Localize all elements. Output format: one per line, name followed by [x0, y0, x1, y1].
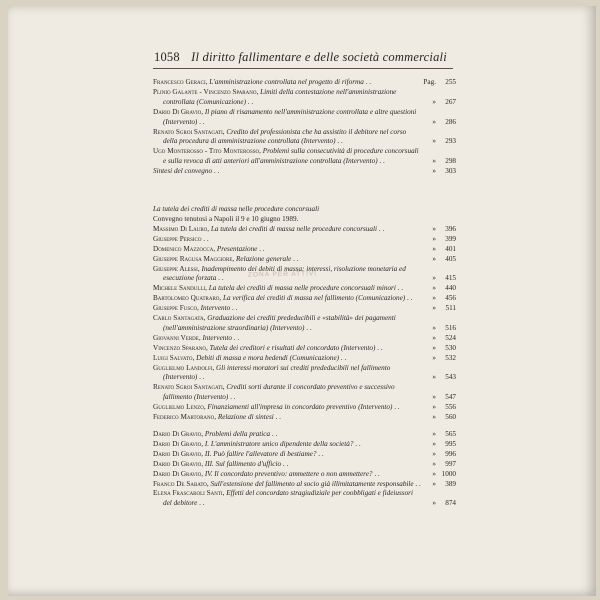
- faint-stamp: ZONA PER ATTIVI: [247, 270, 318, 279]
- toc-page-number: 530: [445, 343, 456, 352]
- spacer: [153, 177, 456, 205]
- toc-title: Inadempimento dei debiti di massa: interessi, risoluzione monetaria ed esecuzione forzata: [163, 264, 406, 283]
- toc-title: Problemi sulla consecutività di procedure concorsuali e sulla revoca di atti anteriori all'amministrazione controllata (Intervento): [163, 147, 419, 166]
- toc-entry: [153, 235, 456, 245]
- toc-entry: [153, 364, 456, 384]
- dot-leader: . .: [270, 430, 278, 438]
- page-marker: Pag.: [423, 78, 436, 86]
- dot-leader: . .: [339, 353, 347, 362]
- page-marker: »: [432, 284, 436, 293]
- toc-author: Francesco Geraci,: [153, 78, 208, 86]
- toc-title: Crediti sorti durante il concordato preventivo e successivo fallimento (Intervento): [163, 383, 395, 402]
- toc-author: Plinio Galante - Vincenzo Sparano,: [153, 87, 259, 96]
- dot-leader: . .: [304, 323, 312, 332]
- toc-entry: [153, 147, 456, 167]
- toc-author: Renato Sgroi Santagati,: [153, 127, 225, 136]
- toc-entry-text: [153, 413, 422, 423]
- toc-entry: [153, 440, 456, 450]
- dot-leader: . .: [335, 137, 343, 146]
- page-marker: »: [432, 244, 436, 253]
- dot-leader: . .: [197, 373, 205, 382]
- toc-entry-text: [153, 344, 422, 354]
- toc-entry-text: [153, 470, 422, 480]
- toc-entry: [153, 460, 456, 470]
- page-number: 1058: [154, 50, 180, 64]
- toc-entry-text: [153, 430, 422, 440]
- toc-entry-text: [153, 334, 422, 344]
- page-marker: »: [432, 343, 436, 352]
- toc-title: Credito del professionista che ha assistito il debitore nel corso della procedura di amministrazione controllata (Intervento): [163, 127, 407, 146]
- toc-entry-text: [153, 108, 422, 128]
- toc-author: Carlo Santagata,: [153, 314, 206, 323]
- dot-leader: . .: [353, 439, 361, 448]
- toc-entry: [153, 413, 456, 423]
- toc-entry: [153, 78, 456, 88]
- toc-title: III. Sul fallimento d'ufficio: [204, 459, 282, 468]
- page-marker: »: [432, 430, 436, 438]
- toc-page-number: 298: [445, 157, 456, 166]
- toc-entry: [153, 304, 456, 314]
- page-marker: »: [432, 469, 436, 478]
- toc-author: Luigi Salvato,: [153, 353, 195, 362]
- toc-page-number: 997: [445, 459, 456, 468]
- toc-entry-text: [153, 128, 422, 148]
- toc-author: Ugo Monterosso - Tito Monterosso,: [153, 147, 261, 156]
- spacer: [153, 423, 456, 430]
- dot-leader: . .: [363, 78, 371, 86]
- toc-page-number: 396: [445, 224, 456, 233]
- toc-page-number: 456: [445, 294, 456, 303]
- toc-author: Franco De Sabato,: [153, 479, 209, 488]
- page-marker: »: [432, 117, 436, 126]
- toc-entry: [153, 167, 456, 177]
- dot-leader: . .: [197, 499, 205, 508]
- dot-leader: . .: [245, 97, 254, 106]
- page-marker: »: [432, 479, 436, 488]
- table-of-contents: [153, 78, 456, 509]
- dot-leader: . .: [375, 343, 383, 352]
- toc-entry: [153, 245, 456, 255]
- toc-entry-text: [153, 383, 422, 403]
- toc-entry: [153, 383, 456, 403]
- toc-page-number: 303: [445, 167, 456, 176]
- toc-entry-text: [153, 265, 422, 285]
- page-marker: »: [432, 97, 436, 106]
- toc-entry-text: [153, 450, 422, 460]
- toc-entry-text: [153, 88, 422, 108]
- toc-author: Bartolomeo Quatraro,: [153, 294, 222, 303]
- toc-title: Graduazione dei crediti prededucibili e «stabilità» dei pagamenti (nell'amministrazione straordinaria) (Intervento): [163, 314, 396, 332]
- toc-page-number: 255: [445, 78, 456, 86]
- toc-page-number: 556: [445, 403, 456, 412]
- toc-entry: [153, 225, 456, 235]
- toc-page-number: 267: [445, 97, 456, 106]
- dot-leader: . .: [405, 294, 413, 303]
- toc-author: Giuseppe Persico: [153, 234, 202, 243]
- dot-leader: . .: [372, 469, 380, 478]
- toc-title: Intervento: [202, 333, 232, 342]
- toc-author: Dario Di Gravio,: [153, 449, 204, 458]
- toc-title: II. Può fallire l'allevatore di bestiame?: [204, 449, 317, 458]
- toc-entry-text: [153, 460, 422, 470]
- toc-title: Relazione di sintesi: [217, 413, 274, 422]
- toc-page-number: 560: [445, 413, 456, 422]
- toc-author: Giuseppe Fusco,: [153, 304, 199, 313]
- page-header: [154, 50, 454, 65]
- dot-leader: . .: [216, 274, 224, 283]
- page-marker: »: [432, 353, 436, 362]
- toc-page-number: 401: [445, 244, 456, 253]
- book-page: [8, 6, 596, 596]
- toc-entry-text: [153, 304, 422, 314]
- toc-entry-text: [153, 364, 422, 384]
- toc-entry: [153, 403, 456, 413]
- toc-title: Intervento: [200, 304, 231, 313]
- toc-page-number: 995: [445, 439, 456, 448]
- page-marker: »: [432, 373, 436, 382]
- toc-author: Dario Di Gravio,: [153, 430, 204, 438]
- toc-page-number: 399: [445, 234, 456, 243]
- page-marker: »: [432, 403, 436, 412]
- toc-entry: [153, 88, 456, 108]
- toc-page-number: 293: [445, 137, 456, 146]
- page-marker: »: [432, 234, 436, 243]
- dot-leader: . .: [281, 459, 289, 468]
- page-marker: »: [432, 459, 436, 468]
- toc-author: Guglielmo Lenzo,: [153, 403, 206, 412]
- dot-leader: . .: [316, 449, 324, 458]
- toc-title: Relazione generale: [236, 254, 292, 263]
- toc-entry-text: [153, 225, 422, 235]
- toc-page-number: 874: [445, 499, 456, 508]
- toc-title: La verifica dei crediti di massa nel fallimento (Comunicazione): [223, 294, 406, 303]
- toc-page-number: 996: [445, 449, 456, 458]
- dot-leader: . .: [228, 393, 236, 402]
- running-title: Il diritto fallimentare e delle società commerciali: [191, 50, 447, 64]
- page-marker: »: [432, 323, 436, 332]
- entries-group-3: [153, 430, 456, 509]
- page-marker: »: [432, 294, 436, 303]
- toc-page-number: 415: [445, 274, 456, 283]
- section-title: La tutela dei crediti di massa nelle procedure concorsuali: [153, 205, 320, 214]
- toc-author: Renato Sgroi Santagati,: [153, 383, 225, 392]
- toc-entry-text: [153, 235, 422, 245]
- toc-author: Dario Di Gravio,: [153, 439, 204, 448]
- toc-title: Gli interessi moratori sui crediti prededucibili nel fallimento (Intervento): [163, 363, 391, 382]
- toc-entry: [153, 284, 456, 294]
- toc-entry: [153, 255, 456, 265]
- toc-entry-text: [153, 284, 422, 294]
- toc-entry-text: [153, 245, 422, 255]
- toc-author: Vincenzo Sparano,: [153, 343, 208, 352]
- toc-title: L'amministrazione controllata nel progetto di riforma: [209, 78, 364, 86]
- toc-title: Sintesi del convegno: [153, 167, 213, 176]
- page-marker: »: [432, 254, 436, 263]
- toc-entry: [153, 489, 456, 509]
- entries-group-1: [153, 78, 456, 177]
- toc-author: Guglielmo Landolfi,: [153, 363, 215, 372]
- dot-leader: . .: [197, 117, 205, 126]
- toc-entry: [153, 294, 456, 304]
- toc-author: Dario Di Gravio,: [153, 459, 204, 468]
- toc-author: Giovanni Verde,: [153, 333, 201, 342]
- dot-leader: . .: [273, 413, 281, 422]
- toc-entry-text: [153, 167, 422, 177]
- toc-entry: [153, 108, 456, 128]
- toc-title: Debiti di massa e mora bedendi (Comunicazione): [196, 353, 340, 362]
- dot-leader: . .: [392, 403, 400, 412]
- header-rule: [153, 68, 453, 69]
- toc-entry-text: [153, 147, 422, 167]
- dot-leader: . .: [230, 304, 238, 313]
- dot-leader: . .: [203, 234, 209, 243]
- toc-entry: [153, 265, 456, 285]
- toc-page-number: 389: [445, 479, 456, 488]
- page-marker: »: [432, 167, 436, 176]
- toc-entry: [153, 450, 456, 460]
- toc-entry-text: [153, 480, 422, 490]
- toc-author: Domenico Mazzocca,: [153, 244, 216, 253]
- page-marker: »: [432, 274, 436, 283]
- page-marker: »: [432, 499, 436, 508]
- toc-entry-text: [153, 403, 422, 413]
- toc-author: Federico Martorano,: [153, 413, 217, 422]
- toc-page-number: 516: [445, 323, 456, 332]
- page-marker: »: [432, 224, 436, 233]
- toc-title: La tutela dei crediti di massa nelle procedure concorsuali: [210, 224, 377, 233]
- toc-author: Giuseppe Alessi,: [153, 264, 200, 273]
- toc-page-number: 547: [445, 393, 456, 402]
- toc-title: IV. Il concordato preventivo: ammettere o non ammettere?: [204, 469, 373, 478]
- page-marker: »: [432, 393, 436, 402]
- dot-leader: . .: [395, 284, 404, 293]
- dot-leader: . .: [376, 224, 385, 233]
- toc-title: Il piano di risanamento nell'amministrazione controllata e altre questioni (Intervento): [163, 107, 417, 126]
- toc-page-number: 524: [445, 333, 456, 342]
- page-marker: »: [432, 304, 436, 313]
- section-subtitle: Convegno tenutosi a Napoli il 9 e 10 giugno 1989.: [153, 214, 299, 223]
- toc-entry: [153, 344, 456, 354]
- dot-leader: . .: [413, 479, 421, 488]
- toc-page-number: 565: [445, 430, 456, 438]
- toc-title: Effetti del concordato stragiudiziale per coobbligati e fideiussori del debitore: [163, 489, 413, 508]
- toc-page-number: 286: [445, 117, 456, 126]
- toc-entry-text: [153, 440, 422, 450]
- toc-title: Finanziamenti all'impresa in concordato preventivo (Intervento): [207, 403, 393, 412]
- toc-entry: [153, 314, 456, 334]
- toc-title: Limiti della contestazione nell'amministrazione controllata (Comunicazione): [163, 87, 397, 106]
- dot-leader: . .: [212, 167, 220, 176]
- toc-author: Dario Di Gravio,: [153, 107, 204, 116]
- toc-author: Elena Frascaroli Santi,: [153, 489, 225, 498]
- toc-author: Giuseppe Ragusa Maggiore,: [153, 254, 235, 263]
- toc-entry-text: [153, 314, 422, 334]
- toc-entry: [153, 430, 456, 440]
- toc-entry: [153, 470, 456, 480]
- dot-leader: . .: [291, 254, 299, 263]
- toc-page-number: 511: [445, 304, 456, 313]
- toc-title: La tutela dei crediti di massa nelle procedure concorsuali minori: [208, 284, 396, 293]
- page-marker: »: [432, 439, 436, 448]
- toc-author: Massimo Di Lauro,: [153, 224, 210, 233]
- toc-page-number: 543: [445, 373, 456, 382]
- toc-page-number: 1000: [441, 469, 456, 478]
- toc-title: Tutela dei creditori e risultati del concordato (Intervento): [209, 343, 376, 352]
- page-marker: »: [432, 137, 436, 146]
- dot-leader: . .: [377, 157, 385, 166]
- toc-page-number: 405: [445, 254, 456, 263]
- dot-leader: . .: [257, 244, 265, 253]
- page-marker: »: [432, 449, 436, 458]
- toc-title: I. L'amministratore unico dipendente della società?: [204, 439, 354, 448]
- toc-title: Problemi della pratica: [204, 430, 271, 438]
- page-marker: »: [432, 413, 436, 422]
- toc-page-number: 440: [445, 284, 456, 293]
- entries-group-2: [153, 225, 456, 423]
- page-marker: »: [432, 333, 436, 342]
- dot-leader: . .: [231, 333, 240, 342]
- page-marker: »: [432, 157, 436, 166]
- toc-entry-text: [153, 78, 422, 88]
- toc-entry-text: [153, 354, 422, 364]
- toc-title: Sull'estensione del fallimento al socio già illimitatamente responsabile: [210, 479, 414, 488]
- toc-entry-text: [153, 489, 422, 509]
- toc-author: Dario Di Gravio,: [153, 469, 204, 478]
- toc-entry: [153, 354, 456, 364]
- toc-author: Michele Sandulli,: [153, 284, 207, 293]
- toc-entry-text: [153, 294, 422, 304]
- toc-page-number: 532: [445, 353, 456, 362]
- toc-entry: [153, 128, 456, 148]
- toc-entry-text: [153, 255, 422, 265]
- toc-title: Presentazione: [216, 244, 258, 253]
- toc-entry: [153, 334, 456, 344]
- toc-entry: [153, 480, 456, 490]
